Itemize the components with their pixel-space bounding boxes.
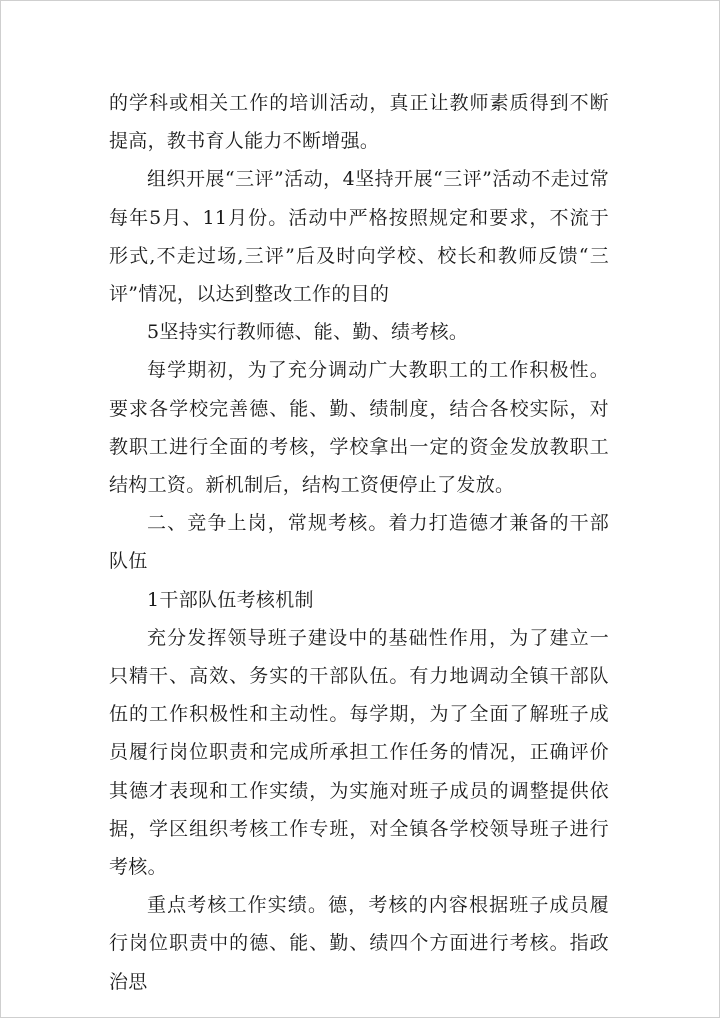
paragraph-training: 的学科或相关工作的培训活动，真正让教师素质得到不断提高，教书育人能力不断增强。 [109, 92, 609, 153]
subheading-cadre-mechanism: 1干部队伍考核机制 [147, 588, 314, 611]
paragraph-teacher-assessment-heading: 5坚持实行教师德、能、勤、绩考核。 [147, 321, 469, 344]
paragraph-leadership-role: 充分发挥领导班子建设中的基础性作用，为了建立一只精干、高效、务实的干部队伍。有力地调动全镇干部队伍的工作积极性和主动性。每学期，为了全面了解班子成员履行岗位职责和完成所承担工作任务的情况，正确评价其德才表现和工作实绩，为实施对班子成员的调整提供依据，学区组织考核工作专班，对全镇各学校领导班子进行考核。 [109, 626, 609, 879]
paragraph-three-evaluations: 组织开展“三评”活动，4坚持开展“三评”活动不走过常每年5月、11月份。活动中严格按照规定和要求，不流于形式,不走过场,三评”后及时向学校、校长和教师反馈“三评”情况，以达到整改工作的目的 [109, 168, 609, 306]
paragraph-key-performance: 重点考核工作实绩。德，考核的内容根据班子成员履行岗位职责中的德、能、勤、绩四个方面进行考核。指政治思 [109, 894, 609, 993]
section-heading-cadre-team: 二、竞争上岗，常规考核。着力打造德才兼备的干部队伍 [109, 512, 609, 573]
paragraph-semester-start: 每学期初，为了充分调动广大教职工的工作积极性。要求各学校完善德、能、勤、绩制度，结合各校实际，对教职工进行全面的考核，学校拿出一定的资金发放教职工结构工资。新机制后，结构工资便停止了发放。 [109, 359, 609, 497]
document-body [109, 84, 609, 1001]
